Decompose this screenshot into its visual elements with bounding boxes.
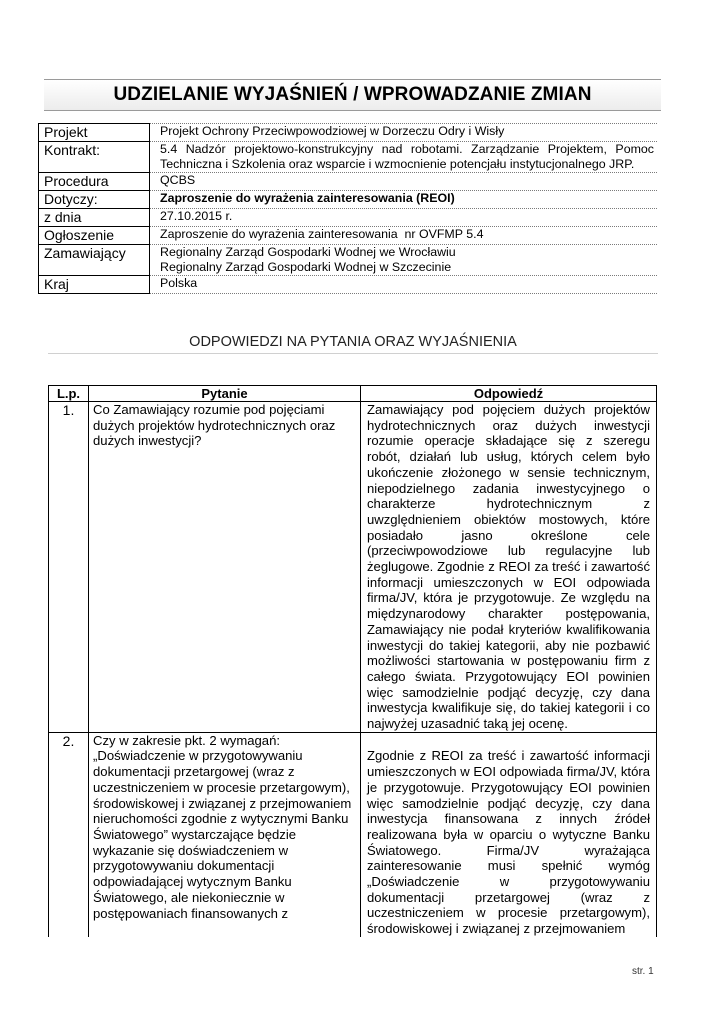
info-value: Zaproszenie do wyrażenia zainteresowania nr OVFMP 5.4: [150, 227, 658, 245]
info-value-line: Regionalny Zarząd Gospodarki Wodnej we Wrocławiu: [160, 245, 456, 259]
info-row-z-dnia: [39, 209, 658, 227]
row-number: 1.: [49, 402, 89, 733]
info-key: Kontrakt:: [39, 142, 150, 173]
question-cell: Czy w zakresie pkt. 2 wymagań: „Doświadczenie w przygotowywaniu dokumentacji przetargowej (wraz z uczestniczeniem w procesie przetargowym), środowiskowej i związanej z przejmowaniem nieruchomości zgodnie z wytycznymi Banku Światowego” wystarczające będzie wykazanie się doświadczeniem w przygotowywaniu dokumentacji odpowiadającej wytycznym Banku Światowego, ale niekoniecznie w postępowaniach finansowanych z: [89, 732, 361, 937]
info-value: Polska: [150, 276, 658, 294]
row-number: 2.: [49, 732, 89, 937]
info-row-dotyczy: [39, 191, 658, 209]
info-row-procedura: [39, 173, 658, 191]
info-row-kraj: [39, 276, 658, 294]
info-key: z dnia: [39, 209, 150, 227]
info-value: Projekt Ochrony Przeciwpowodziowej w Dorzeczu Odry i Wisły: [150, 124, 658, 142]
info-key: Dotyczy:: [39, 191, 150, 209]
page-title: UDZIELANIE WYJAŚNIEŃ / WPROWADZANIE ZMIAN: [44, 79, 661, 111]
info-value: Zaproszenie do wyrażenia zainteresowania (REOI): [150, 191, 658, 209]
header-answer: Odpowiedź: [361, 386, 657, 402]
qa-row: [49, 732, 657, 937]
answer-cell: Zamawiający pod pojęciem dużych projektów hydrotechnicznych oraz dużych inwestycji rozumie operacje składające się z szeregu robót, działań lub usług, których celem było ukończenie złożonego w sensie technicznym, niepodzielnego zadania inwestycyjnego o charakterze hydrotechnicznym z uwzględnieniem obiektów mostowych, które posiadało jasno określone cele (przeciwpowodziowe lub regulacyjne lub żeglugowe. Zgodnie z REOI za treść i zawartość informacji umieszczonych w EOI odpowiada firma/JV, która je przygotowuje. Ze względu na międzynarodowy charakter postępowania, Zamawiający nie podał kryteriów kwalifikowania inwestycji do takiej kategorii, aby nie pozbawić możliwości startowania w postępowaniu firm z całego świata. Przygotowujący EOI powinien więc samodzielnie podjąć decyzję, czy dana inwestycja kwalifikuje się, do takiej kategorii i co najwyżej uzasadnić taką jej ocenę.: [361, 402, 657, 733]
info-value: 5.4 Nadzór projektowo-konstrukcyjny nad robotami. Zarządzanie Projektem, Pomoc Techniczna i Szkolenia oraz wsparcie i wzmocnienie potencjału instytucjonalnego JRP.: [150, 142, 658, 173]
section-title: ODPOWIEDZI NA PYTANIA ORAZ WYJAŚNIENIA: [48, 334, 658, 354]
info-row-projekt: [39, 124, 658, 142]
header-question: Pytanie: [89, 386, 361, 402]
page-number: str. 1: [632, 966, 654, 977]
info-row-ogloszenie: [39, 227, 658, 245]
info-value: QCBS: [150, 173, 658, 191]
answer-spacer: [367, 733, 650, 749]
qa-table: [48, 385, 657, 937]
info-row-kontrakt: [39, 142, 658, 173]
qa-row: [49, 402, 657, 733]
question-cell: Co Zamawiający rozumie pod pojęciami dużych projektów hydrotechnicznych oraz dużych inwestycji?: [89, 402, 361, 733]
info-value: [150, 245, 658, 276]
info-key: Ogłoszenie: [39, 227, 150, 245]
info-key: Procedura: [39, 173, 150, 191]
info-key: Kraj: [39, 276, 150, 294]
info-value: 27.10.2015 r.: [150, 209, 658, 227]
answer-cell: [361, 732, 657, 937]
info-row-zamawiajacy: [39, 245, 658, 276]
info-value-line: Regionalny Zarząd Gospodarki Wodnej w Szczecinie: [160, 260, 452, 274]
answer-text: Zgodnie z REOI za treść i zawartość informacji umieszczonych w EOI odpowiada firma/JV, która je przygotowuje. Przygotowujący EOI powinien więc samodzielnie podjąć decyzję, czy dana inwestycja finansowana z innych źródeł realizowana była w oparciu o wytyczne Banku Światowego. Firma/JV wyrażająca zainteresowanie musi spełnić wymóg „Doświadczenie w przygotowywaniu dokumentacji przetargowej (wraz z uczestniczeniem w procesie przetargowym), środowiskowej i związanej z przejmowaniem: [367, 748, 650, 937]
info-key: Projekt: [39, 124, 150, 142]
info-table: [38, 123, 657, 294]
header-lp: L.p.: [49, 386, 89, 402]
qa-header-row: [49, 386, 657, 402]
info-key: Zamawiający: [39, 245, 150, 276]
